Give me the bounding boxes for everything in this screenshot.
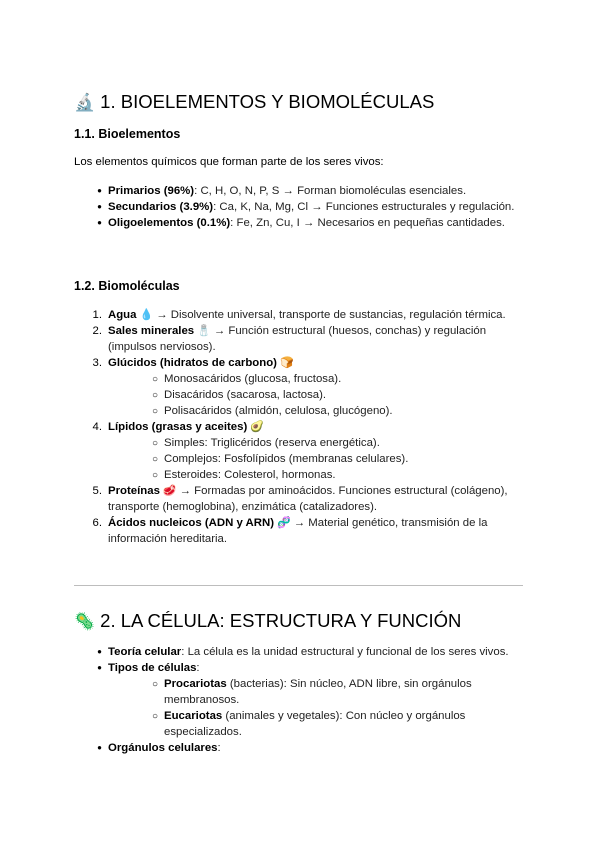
- bioelementos-list: [74, 183, 524, 231]
- microscope-icon: 🔬: [74, 93, 96, 112]
- list-item: 6. Ácidos nucleicos (ADN y ARN) 🧬 → Material genético, transmisión de la información hereditaria.: [92, 517, 488, 545]
- list-item: ● Primarios (96%): C, H, O, N, P, S → Forman biomoléculas esenciales.: [74, 183, 524, 199]
- list-item: ● Oligoelementos (0.1%): Fe, Zn, Cu, I → Necesarios en pequeñas cantidades.: [74, 215, 524, 231]
- section-2-heading: [74, 610, 461, 632]
- circle-bullet-icon: [130, 708, 158, 725]
- bullet-icon: [74, 644, 102, 661]
- bullet-icon: [74, 183, 102, 200]
- lipidos-sublist: [130, 435, 524, 483]
- water-drop-icon: 💧: [139, 309, 154, 321]
- sublist-item: ○ Eucariotas (animales y vegetales): Con núcleo y orgánulos especializados.: [130, 708, 524, 740]
- sublist-item: ○ Esteroides: Colesterol, hormonas.: [130, 467, 524, 483]
- celula-list: [74, 644, 524, 756]
- subsection-1-2-heading: 1.2. Biomoléculas: [74, 279, 180, 293]
- bread-icon: 🍞: [279, 357, 294, 369]
- section-divider: [74, 585, 523, 586]
- sublist-item: ○ Monosacáridos (glucosa, fructosa).: [130, 371, 524, 387]
- bullet-icon: [74, 660, 102, 677]
- list-item: 5. Proteínas 🥩 → Formadas por aminoácidos. Funciones estructural (colágeno), transporte (hemoglobina), enzimática (catalizadores).: [92, 485, 508, 513]
- list-item: ● Teoría celular: La célula es la unidad estructural y funcional de los seres vivos.: [74, 644, 524, 660]
- circle-bullet-icon: [130, 467, 158, 484]
- circle-bullet-icon: [130, 676, 158, 693]
- list-item: 2. Sales minerales 🧂 → Función estructural (huesos, conchas) y regulación (impulsos nerviosos).: [92, 325, 487, 353]
- sublist-item: ○ Disacáridos (sacarosa, lactosa).: [130, 387, 524, 403]
- subsection-1-1-heading: 1.1. Bioelementos: [74, 127, 181, 141]
- section-1-heading: [74, 91, 434, 113]
- list-item: ● Tipos de células: ○ Procariotas (bacterias): Sin núcleo, ADN libre, sin orgánulos membranosos. ○ Eucariotas (animales y vegetales): Con núcleo y orgánulos especializados.: [74, 660, 524, 740]
- microbe-icon: 🦠: [74, 612, 96, 631]
- meat-icon: 🥩: [162, 485, 177, 497]
- dna-icon: 🧬: [277, 517, 291, 529]
- list-item: 1. Agua 💧 → Disolvente universal, transporte de sustancias, regulación térmica.: [92, 309, 506, 321]
- sublist-item: ○ Complejos: Fosfolípidos (membranas celulares).: [130, 451, 524, 467]
- circle-bullet-icon: [130, 403, 158, 420]
- bullet-icon: [74, 740, 102, 757]
- list-item: ● Orgánulos celulares:: [74, 740, 524, 756]
- section-2-title: 2. LA CÉLULA: ESTRUCTURA Y FUNCIÓN: [100, 610, 462, 631]
- list-item: 3. Glúcidos (hidratos de carbono) 🍞 ○ Monosacáridos (glucosa, fructosa). ○ Disacáridos (sacarosa, lactosa). ○ Polisacáridos (almidón, celulosa, glucógeno).: [74, 355, 524, 419]
- bioelementos-intro: Los elementos químicos que forman parte de los seres vivos:: [74, 156, 384, 168]
- bullet-icon: [74, 215, 102, 232]
- tipos-celulas-sublist: [130, 676, 524, 740]
- circle-bullet-icon: [130, 387, 158, 404]
- bullet-icon: [74, 199, 102, 216]
- avocado-icon: 🥑: [250, 421, 264, 433]
- sublist-item: ○ Procariotas (bacterias): Sin núcleo, ADN libre, sin orgánulos membranosos.: [130, 676, 524, 708]
- circle-bullet-icon: [130, 435, 158, 452]
- sublist-item: ○ Simples: Triglicéridos (reserva energética).: [130, 435, 524, 451]
- glucidos-sublist: [130, 371, 524, 419]
- circle-bullet-icon: [130, 451, 158, 468]
- sublist-item: ○ Polisacáridos (almidón, celulosa, glucógeno).: [130, 403, 524, 419]
- salt-icon: 🧂: [197, 325, 211, 337]
- list-item: ● Secundarios (3.9%): Ca, K, Na, Mg, Cl → Funciones estructurales y regulación.: [74, 199, 524, 215]
- list-item: 4. Lípidos (grasas y aceites) 🥑 ○ Simples: Triglicéridos (reserva energética). ○ Complejos: Fosfolípidos (membranas celulares). ○ Esteroides: Colesterol, hormonas.: [74, 419, 524, 483]
- section-1-title: 1. BIOELEMENTOS Y BIOMOLÉCULAS: [100, 91, 435, 112]
- circle-bullet-icon: [130, 371, 158, 388]
- biomoleculas-list: [74, 307, 524, 547]
